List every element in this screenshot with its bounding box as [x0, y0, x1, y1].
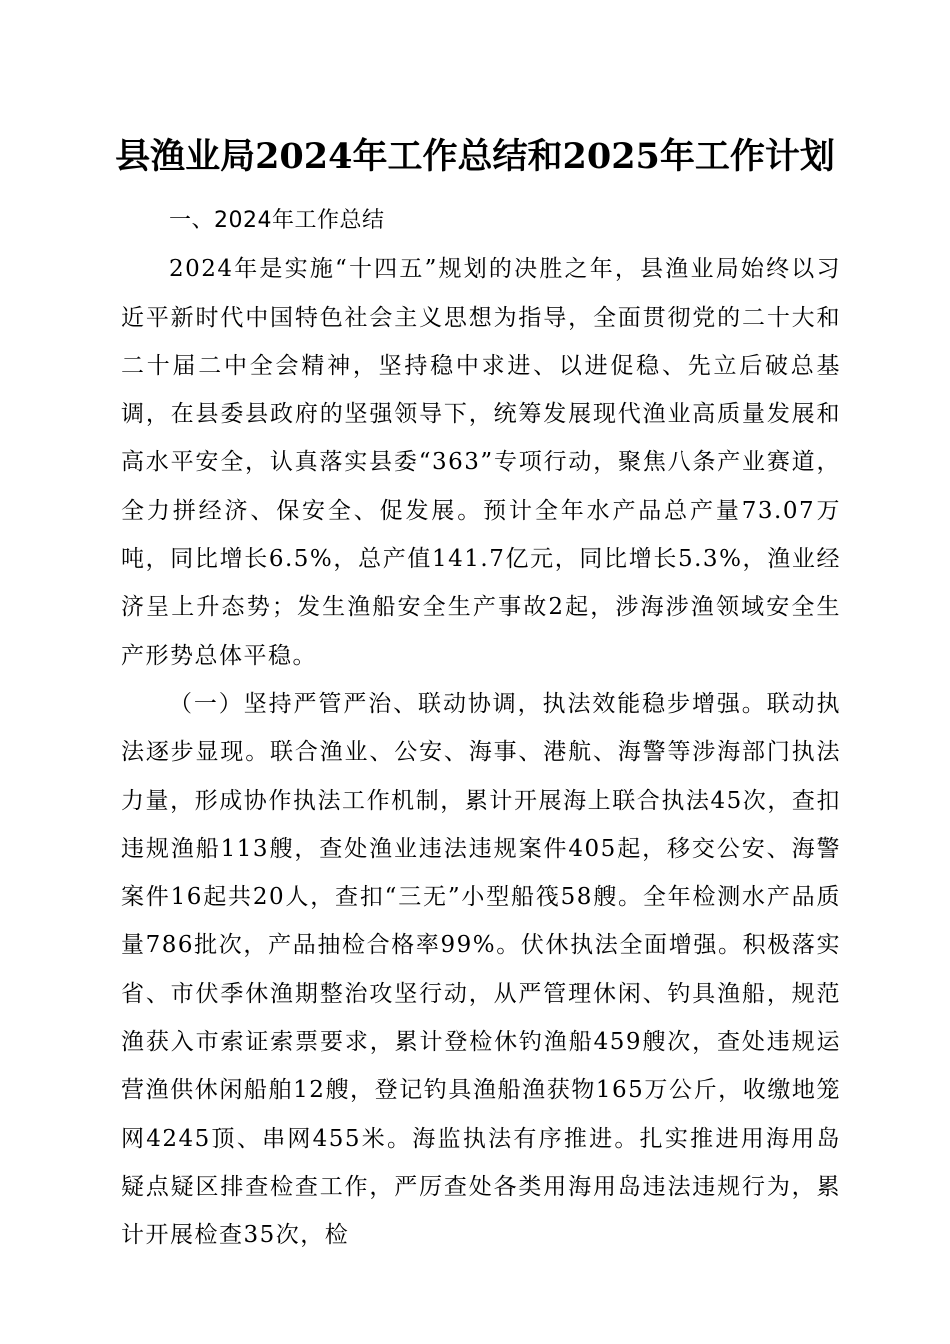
- document-body: [121, 197, 841, 1260]
- section-heading: 一、2024年工作总结: [169, 208, 385, 233]
- paragraph-summary: 2024年是实施“十四五”规划的决胜之年，县渔业局始终以习近平新时代中国特色社会主义思想为指导，全面贯彻党的二十大和二十届二中全会精神，坚持稳中求进、以进促稳、先立后破总基调，在县委县政府的坚强领导下，统筹发展现代渔业高质量发展和高水平安全，认真落实县委“363”专项行动，聚焦八条产业赛道，全力拼经济、保安全、促发展。预计全年水产品总产量73.07万吨，同比增长6.5%，总产值141.7亿元，同比增长5.3%，渔业经济呈上升态势；发生渔船安全生产事故2起，涉海涉渔领域安全生产形势总体平稳。: [121, 256, 841, 669]
- paragraph-enforcement: （一）坚持严管严治、联动协调，执法效能稳步增强。联动执法逐步显现。联合渔业、公安、海事、港航、海警等涉海部门执法力量，形成协作执法工作机制，累计开展海上联合执法45次，查扣违规渔船113艘，查处渔业违法违规案件405起，移交公安、海警案件16起共20人，查扣“三无”小型船筏58艘。全年检测水产品质量786批次，产品抽检合格率99%。伏休执法全面增强。积极落实省、市伏季休渔期整治攻坚行动，从严管理休闲、钓具渔船，规范渔获入市索证索票要求，累计登检休钓渔船459艘次，查处违规运营渔供休闲船舶12艘，登记钓具渔船渔获物165万公斤，收缴地笼网4245顶、串网455米。海监执法有序推进。扎实推进用海用岛疑点疑区排查检查工作，严厉查处各类用海用岛违法违规行为，累计开展检查35次，检: [121, 690, 841, 1249]
- document-title: 县渔业局2024年工作总结和2025年工作计划: [115, 136, 835, 177]
